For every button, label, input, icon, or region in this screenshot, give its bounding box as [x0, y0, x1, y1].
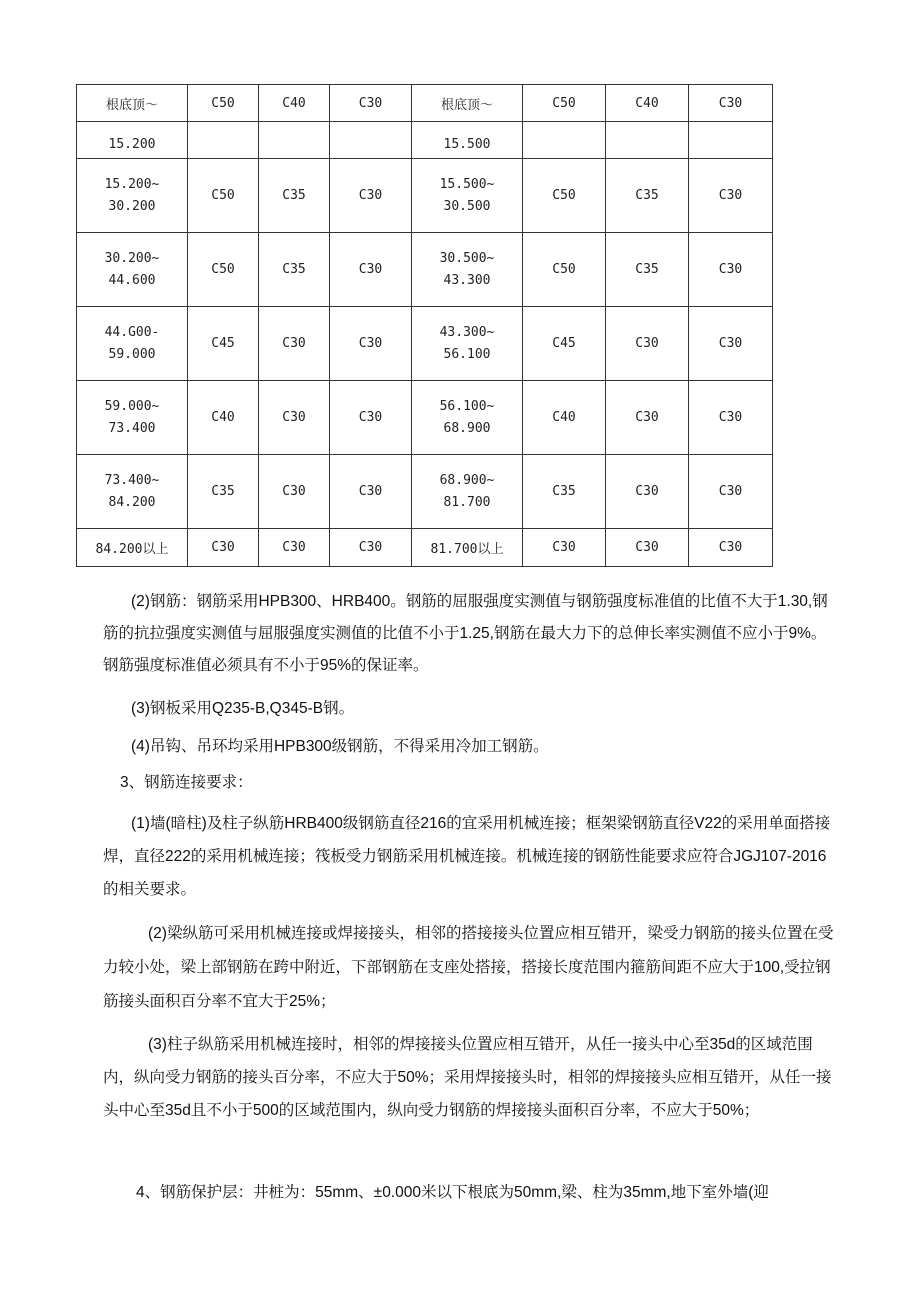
- elevation-cell: [77, 233, 188, 307]
- elevation-cell: [412, 233, 523, 307]
- grade-cell: C30: [606, 529, 689, 567]
- grade-cell: [330, 122, 412, 159]
- elevation-line: 43.300~: [439, 324, 495, 340]
- grade-cell: C30: [689, 455, 773, 529]
- elevation-cell: [77, 455, 188, 529]
- elevation-cell: 81.700以上: [412, 529, 523, 567]
- elevation-cell: [412, 159, 523, 233]
- elevation-line: 30.500~: [439, 250, 495, 266]
- paragraph-connection-3: (3)柱子纵筋采用机械连接时，相邻的焊接接头位置应相互错开，从任一接头中心至35d的区域范围内，纵向受力钢筋的接头百分率，不应大于50%；采用焊接接头时，相邻的焊接接头应相互错开，从任一接头中心至35d且不小于500的区域范围内，纵向受力钢筋的焊接接头面积百分率，不应大于50%；: [103, 1036, 832, 1119]
- grade-cell: [188, 122, 259, 159]
- elevation-line: 30.200~: [104, 250, 160, 266]
- elevation-cell: [77, 307, 188, 381]
- grade-cell: C40: [523, 381, 606, 455]
- table-row: [77, 455, 773, 529]
- grade-cell: C30: [330, 233, 412, 307]
- grade-cell: C30: [330, 455, 412, 529]
- grade-cell: C30: [689, 529, 773, 567]
- grade-cell: C45: [188, 307, 259, 381]
- elevation-cell: [412, 455, 523, 529]
- elevation-line: 56.100: [443, 346, 491, 362]
- table-row: [77, 159, 773, 233]
- elevation-cell: [77, 159, 188, 233]
- elevation-line: 30.500: [443, 198, 491, 214]
- elevation-line: 81.700: [443, 494, 491, 510]
- grade-cell: C30: [606, 307, 689, 381]
- elevation-cell: [412, 122, 523, 159]
- section-heading-rebar-connection: 3、钢筋连接要求：: [120, 774, 253, 791]
- elevation-line: 68.900: [443, 420, 491, 436]
- grade-cell: C30: [330, 159, 412, 233]
- elevation-line: 59.000~: [104, 398, 160, 414]
- header-cell: C40: [606, 85, 689, 122]
- elevation-line: 15.500~: [439, 176, 495, 192]
- grade-cell: C35: [259, 159, 330, 233]
- elevation-line: 73.400~: [104, 472, 160, 488]
- concrete-grade-table: [76, 84, 773, 567]
- table-header-row: [77, 85, 773, 122]
- grade-cell: C40: [188, 381, 259, 455]
- elevation-line: 30.200: [108, 198, 156, 214]
- grade-cell: [689, 122, 773, 159]
- elevation-line: 44.G00-: [104, 324, 160, 340]
- section-heading-rebar-cover: 4、钢筋保护层：井桩为：55mm、±0.000米以下根底为50mm,梁、柱为35mm,地下室外墙(迎: [136, 1184, 769, 1201]
- paragraph-steel-plate: (3)钢板采用Q235-B,Q345-B钢。: [131, 700, 355, 717]
- grade-cell: C30: [606, 455, 689, 529]
- grade-cell: C30: [259, 307, 330, 381]
- grade-cell: C30: [606, 381, 689, 455]
- grade-cell: C35: [606, 159, 689, 233]
- elevation-line: 15.500: [443, 137, 491, 152]
- grade-cell: C30: [689, 381, 773, 455]
- grade-cell: C30: [188, 529, 259, 567]
- grade-cell: C35: [188, 455, 259, 529]
- grade-cell: C50: [523, 233, 606, 307]
- table-row: [77, 233, 773, 307]
- paragraph-hooks: (4)吊钩、吊环均采用HPB300级钢筋，不得采用冷加工钢筋。: [131, 738, 549, 755]
- grade-cell: C30: [259, 455, 330, 529]
- header-cell: 根底顶～: [412, 85, 523, 122]
- grade-cell: C30: [689, 233, 773, 307]
- elevation-line: 15.200: [108, 137, 156, 152]
- table-row: [77, 529, 773, 567]
- header-cell: C50: [523, 85, 606, 122]
- header-cell: C40: [259, 85, 330, 122]
- grade-cell: [606, 122, 689, 159]
- grade-cell: C50: [523, 159, 606, 233]
- grade-cell: C30: [259, 381, 330, 455]
- grade-cell: C35: [606, 233, 689, 307]
- table-row: [77, 381, 773, 455]
- grade-cell: C30: [523, 529, 606, 567]
- paragraph-steel-rebar: (2)钢筋：钢筋采用HPB300、HRB400。钢筋的屈服强度实测值与钢筋强度标准值的比值不大于1.30,钢筋的抗拉强度实测值与屈服强度实测值的比值不小于1.25,钢筋在最大力下的总伸长率实测值不应小于9%。钢筋强度标准值必须具有不小于95%的保证率。: [103, 593, 828, 674]
- table-row: [77, 122, 773, 159]
- grade-cell: C30: [689, 307, 773, 381]
- grade-cell: C45: [523, 307, 606, 381]
- header-cell: C30: [330, 85, 412, 122]
- header-cell: C30: [689, 85, 773, 122]
- grade-cell: C30: [330, 381, 412, 455]
- elevation-line: 43.300: [443, 272, 491, 288]
- elevation-line: 15.200~: [104, 176, 160, 192]
- elevation-cell: [77, 381, 188, 455]
- grade-cell: C30: [330, 307, 412, 381]
- grade-cell: [523, 122, 606, 159]
- elevation-cell: [412, 381, 523, 455]
- elevation-line: 73.400: [108, 420, 156, 436]
- elevation-line: 56.100~: [439, 398, 495, 414]
- grade-cell: [259, 122, 330, 159]
- grade-cell: C35: [523, 455, 606, 529]
- grade-cell: C30: [330, 529, 412, 567]
- elevation-line: 84.200: [108, 494, 156, 510]
- elevation-cell: [412, 307, 523, 381]
- paragraph-connection-1: (1)墙(暗柱)及柱子纵筋HRB400级钢筋直径216的宜采用机械连接；框架梁钢筋直径V22的采用单面搭接焊，直径222的采用机械连接；筏板受力钢筋采用机械连接。机械连接的钢筋性能要求应符合JGJ107-2016的相关要求。: [103, 815, 831, 898]
- elevation-line: 44.600: [108, 272, 156, 288]
- header-cell: C50: [188, 85, 259, 122]
- header-cell: 根底顶～: [77, 85, 188, 122]
- table-row: [77, 307, 773, 381]
- grade-cell: C50: [188, 233, 259, 307]
- grade-cell: C50: [188, 159, 259, 233]
- elevation-line: 59.000: [108, 346, 156, 362]
- elevation-cell: [77, 122, 188, 159]
- grade-cell: C35: [259, 233, 330, 307]
- elevation-line: 68.900~: [439, 472, 495, 488]
- grade-cell: C30: [689, 159, 773, 233]
- elevation-cell: 84.200以上: [77, 529, 188, 567]
- paragraph-connection-2: (2)梁纵筋可采用机械连接或焊接接头，相邻的搭接接头位置应相互错开，梁受力钢筋的接头位置在受力较小处，梁上部钢筋在跨中附近，下部钢筋在支座处搭接，搭接长度范围内箍筋间距不应大于100,受拉钢筋接头面积百分率不宜大于25%；: [103, 925, 834, 1010]
- grade-cell: C30: [259, 529, 330, 567]
